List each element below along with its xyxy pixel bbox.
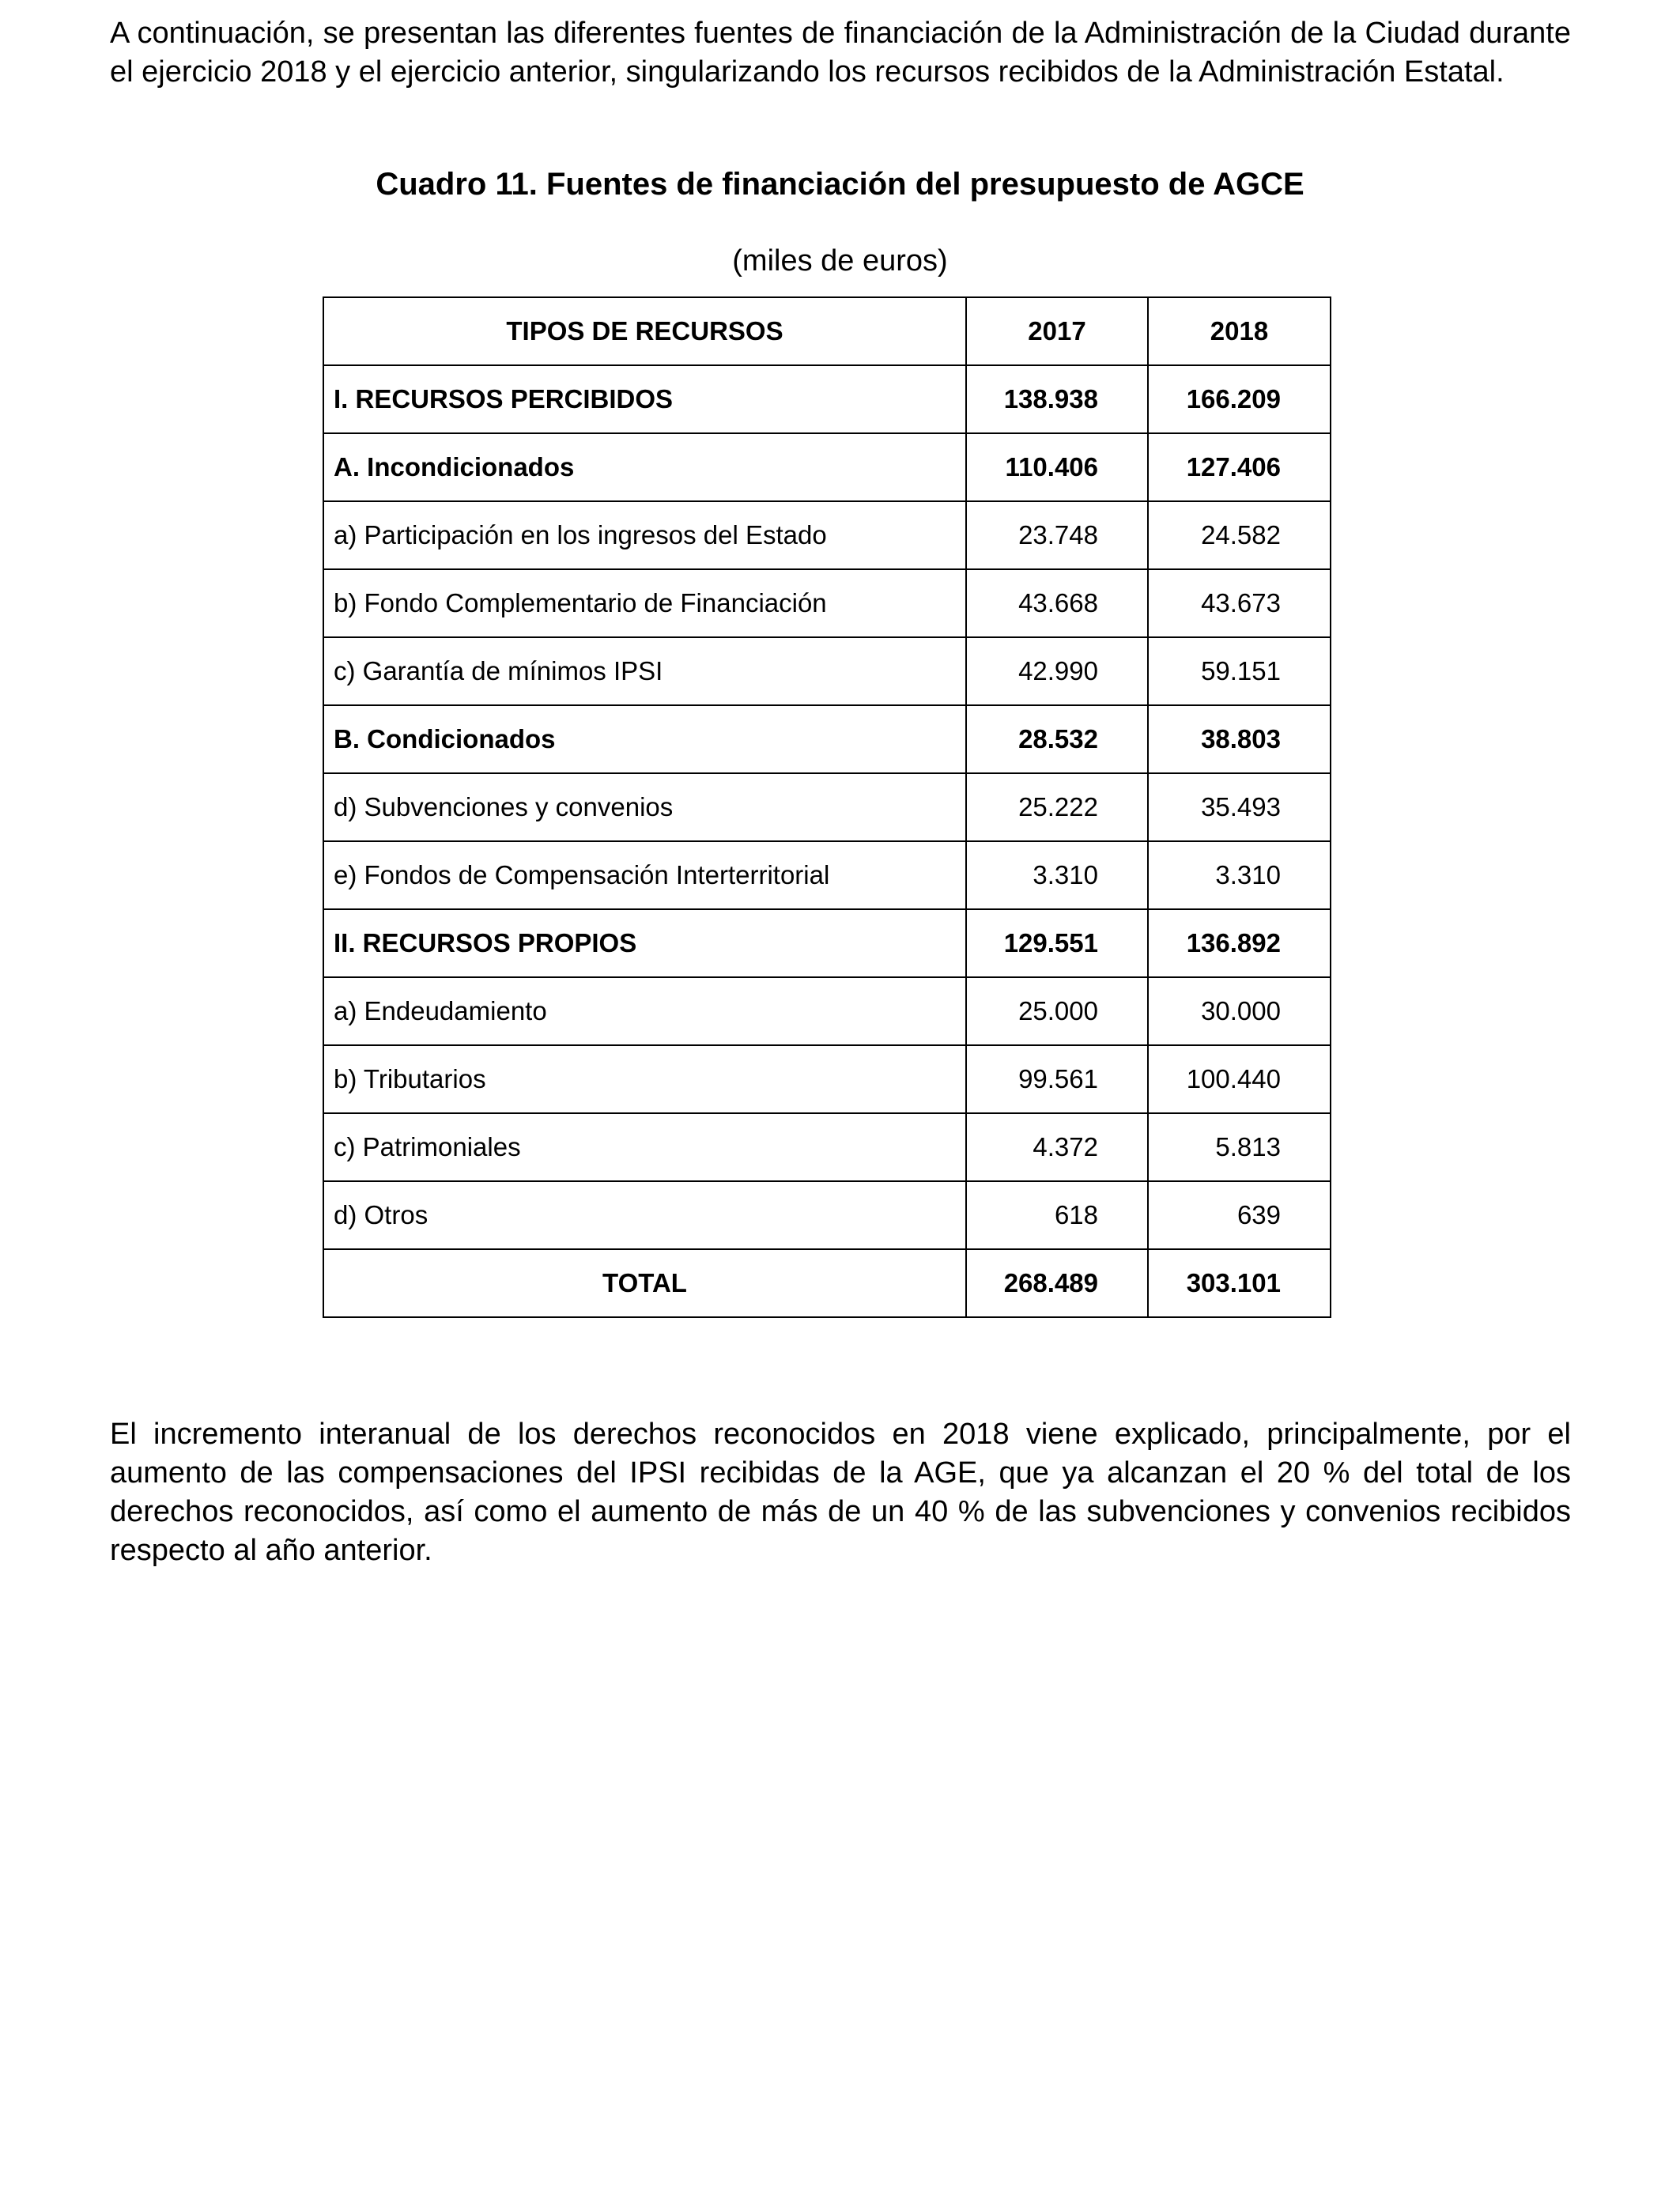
total-value-2018: 303.101 <box>1148 1249 1331 1317</box>
row-label: I. RECURSOS PERCIBIDOS <box>323 365 966 433</box>
table-title: Cuadro 11. Fuentes de financiación del presupuesto de AGCE <box>376 167 1304 202</box>
row-value-2018: 38.803 <box>1148 705 1331 773</box>
row-value-2017: 3.310 <box>966 841 1148 909</box>
row-value-2018: 127.406 <box>1148 433 1331 501</box>
row-value-2018: 5.813 <box>1148 1113 1331 1181</box>
row-value-2017: 110.406 <box>966 433 1148 501</box>
table-row <box>323 705 1331 773</box>
table-row <box>323 1113 1331 1181</box>
table-row <box>323 841 1331 909</box>
table-row <box>323 501 1331 569</box>
table-row <box>323 977 1331 1045</box>
table-row <box>323 1045 1331 1113</box>
row-value-2018: 639 <box>1148 1181 1331 1249</box>
row-label: b) Tributarios <box>323 1045 966 1113</box>
row-value-2017: 28.532 <box>966 705 1148 773</box>
row-label: a) Participación en los ingresos del Estado <box>323 501 966 569</box>
table-row <box>323 365 1331 433</box>
table-header-row <box>323 297 1331 365</box>
row-value-2017: 25.000 <box>966 977 1148 1045</box>
row-value-2018: 35.493 <box>1148 773 1331 841</box>
row-value-2017: 618 <box>966 1181 1148 1249</box>
row-value-2017: 23.748 <box>966 501 1148 569</box>
table-unit: (miles de euros) <box>732 244 948 278</box>
row-value-2017: 25.222 <box>966 773 1148 841</box>
table-row <box>323 773 1331 841</box>
table-row <box>323 433 1331 501</box>
row-label: c) Garantía de mínimos IPSI <box>323 637 966 705</box>
row-value-2017: 42.990 <box>966 637 1148 705</box>
table-row <box>323 1181 1331 1249</box>
row-value-2018: 100.440 <box>1148 1045 1331 1113</box>
row-label: c) Patrimoniales <box>323 1113 966 1181</box>
row-value-2017: 138.938 <box>966 365 1148 433</box>
row-value-2017: 129.551 <box>966 909 1148 977</box>
row-value-2018: 59.151 <box>1148 637 1331 705</box>
total-label: TOTAL <box>323 1249 966 1317</box>
row-label: e) Fondos de Compensación Interterritorial <box>323 841 966 909</box>
row-value-2018: 136.892 <box>1148 909 1331 977</box>
row-label: A. Incondicionados <box>323 433 966 501</box>
row-value-2018: 3.310 <box>1148 841 1331 909</box>
table-row <box>323 637 1331 705</box>
row-label: d) Subvenciones y convenios <box>323 773 966 841</box>
row-value-2017: 4.372 <box>966 1113 1148 1181</box>
closing-paragraph: El incremento interanual de los derechos reconocidos en 2018 viene explicado, principalmente, por el aumento de las compensaciones del IPSI recibidas de la AGE, que ya alcanzan el 20 % del total de los derechos reconocidos, así como el aumento de más de un 40 % de las subvenciones y convenios recibidos respecto al año anterior. <box>110 1418 1571 1567</box>
row-label: d) Otros <box>323 1181 966 1249</box>
table-row <box>323 569 1331 637</box>
intro-paragraph: A continuación, se presentan las diferentes fuentes de financiación de la Administración de la Ciudad durante el ejercicio 2018 y el ejercicio anterior, singularizando los recursos recibidos de la Administración Estatal. <box>110 17 1571 89</box>
row-value-2018: 30.000 <box>1148 977 1331 1045</box>
header-tipos-de-recursos: TIPOS DE RECURSOS <box>323 297 966 365</box>
row-value-2017: 43.668 <box>966 569 1148 637</box>
table-row <box>323 909 1331 977</box>
table-total-row <box>323 1249 1331 1317</box>
row-label: b) Fondo Complementario de Financiación <box>323 569 966 637</box>
row-label: II. RECURSOS PROPIOS <box>323 909 966 977</box>
financing-table <box>323 296 1331 1318</box>
header-2018: 2018 <box>1148 297 1331 365</box>
row-value-2018: 24.582 <box>1148 501 1331 569</box>
row-value-2017: 99.561 <box>966 1045 1148 1113</box>
row-label: B. Condicionados <box>323 705 966 773</box>
row-value-2018: 43.673 <box>1148 569 1331 637</box>
row-value-2018: 166.209 <box>1148 365 1331 433</box>
header-2017: 2017 <box>966 297 1148 365</box>
total-value-2017: 268.489 <box>966 1249 1148 1317</box>
row-label: a) Endeudamiento <box>323 977 966 1045</box>
